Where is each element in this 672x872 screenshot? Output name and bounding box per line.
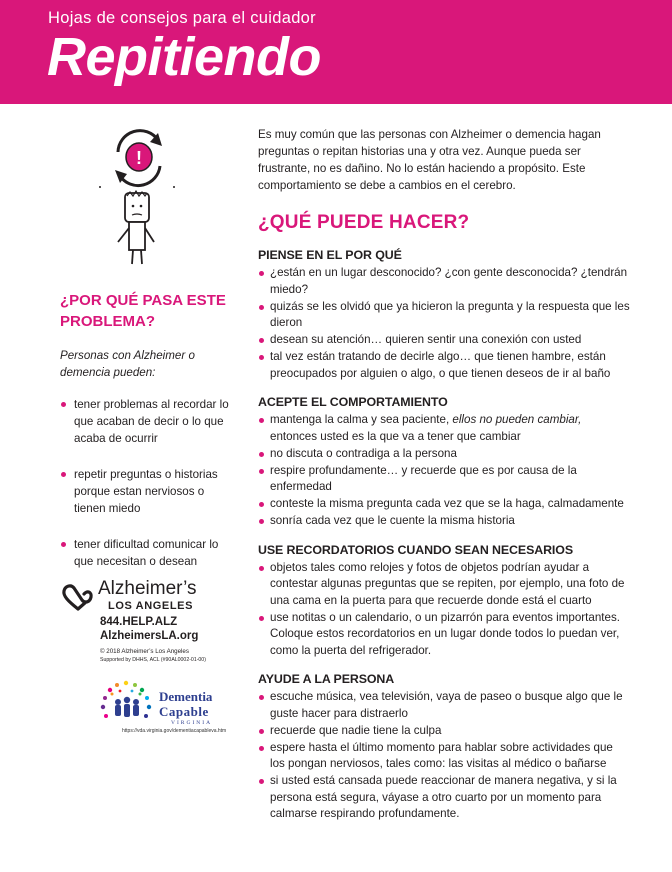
- section-list: [258, 412, 630, 530]
- list-item: quizás se les olvidó que ya hicieron la pregunta y la respuesta que les dieron: [258, 299, 630, 332]
- page-title: Repitiendo: [47, 27, 321, 87]
- section-title: USE RECORDATORIOS CUANDO SEAN NECESARIOS: [258, 542, 573, 557]
- section-title: ACEPTE EL COMPORTAMIENTO: [258, 395, 448, 409]
- copyright-text: © 2018 Alzheimer’s Los Angeles: [100, 648, 189, 655]
- header-kicker: Hojas de consejos para el cuidador: [48, 9, 316, 27]
- list-item: no discuta o contradiga a la persona: [258, 446, 630, 463]
- why-list: [60, 396, 230, 570]
- org-name: Alzheimer’s: [98, 578, 197, 599]
- list-item: espere hasta el último momento para hablar sobre actividades que los pongan nerviosos, tales como: las visitas al médico o bañarse: [258, 740, 630, 773]
- what-heading: ¿QUÉ PUEDE HACER?: [258, 212, 470, 233]
- support-text: Supported by DHHS, ACL (#90AL0002-01-00): [100, 657, 206, 663]
- contact-block: [100, 615, 206, 664]
- why-sidebar: [60, 290, 230, 589]
- org-phone: 844.HELP.ALZ: [100, 616, 178, 628]
- list-item: desean su atención… quieren sentir una conexión con usted: [258, 332, 630, 349]
- org-website: AlzheimersLA.org: [100, 630, 199, 642]
- svg-text:!: !: [136, 148, 142, 168]
- dots-people-icon: [98, 680, 156, 728]
- section-title: PIENSE EN EL POR QUÉ: [258, 248, 402, 262]
- section-list: [258, 689, 630, 823]
- header-banner: [0, 0, 672, 104]
- partner-line2: Capable: [159, 704, 209, 719]
- heart-ribbon-icon: [60, 582, 96, 612]
- list-item-text: mantenga la calma y sea paciente,: [270, 413, 453, 426]
- partner-url: https://vda.virginia.gov/dementiacapableva.htm: [122, 728, 227, 734]
- list-item: objetos tales como relojes y fotos de objetos podrían ayudar a contestar algunas preguntas que se repiten, por ejemplo, una foto de una cama en la puerta para que recuerde donde está el cuarto: [258, 560, 630, 610]
- list-item: tener problemas al recordar lo que acaban de decir o lo que acaba de ocurrir: [60, 396, 230, 447]
- list-item: respire profundamente… y recuerde que es por causa de la enfermedad: [258, 463, 630, 496]
- list-item: repetir preguntas o historias porque estan nerviosos o tienen miedo: [60, 466, 230, 517]
- list-item: conteste la misma pregunta cada vez que se la haga, calmadamente: [258, 496, 630, 513]
- section-list: [258, 265, 630, 382]
- section-title: AYUDE A LA PERSONA: [258, 672, 395, 686]
- org-subname: LOS ANGELES: [108, 600, 194, 612]
- list-item: ¿están en un lugar desconocido? ¿con gente desconocida? ¿tendrán miedo?: [258, 265, 630, 298]
- list-item: tener dificultad comunicar lo que necesitan o desean: [60, 536, 230, 570]
- list-item: sonría cada vez que le cuente la misma historia: [258, 513, 630, 530]
- why-intro: Personas con Alzheimer o demencia pueden:: [60, 349, 195, 379]
- list-item: use notitas o un calendario, o un pizarrón para eventos importantes. Coloque estos recordatorios en un lugar donde todos lo puedan ver, como la puerta del refrigerador.: [258, 610, 630, 660]
- list-item: tal vez están tratando de decirle algo… que tienen hambre, están preocupados por alguien o algo, o que tienen deseos de ir al baño: [258, 349, 630, 382]
- lead-paragraph: Es muy común que las personas con Alzheimer o demencia hagan preguntas o repitan historias una y otra vez. Aunque pueda ser frustrante, no es dañino. No lo están haciendo a propósito. Este comportamiento se debe a cambios en el cerebro.: [258, 128, 601, 192]
- dementia-capable-logo: [98, 680, 248, 736]
- partner-line1: Dementia: [159, 689, 213, 704]
- list-item-emphasis: ellos no pueden cambiar,: [452, 413, 582, 426]
- why-heading: ¿POR QUÉ PASA ESTE PROBLEMA?: [60, 292, 226, 330]
- list-item: recuerde que nadie tiene la culpa: [258, 723, 630, 740]
- list-item: [258, 412, 630, 445]
- repeating-question-person-icon: [96, 124, 180, 274]
- list-item: si usted está cansada puede reaccionar de manera negativa, y si la persona está segura, váyase a otro cuarto por un momento para calmarse respirando profundamente.: [258, 773, 630, 823]
- list-item-text: entonces usted es la que va a tener que cambiar: [270, 429, 521, 443]
- section-list: [258, 560, 630, 660]
- main-content: [258, 126, 630, 823]
- partner-line3: VIRGINIA: [171, 720, 213, 726]
- list-item: escuche música, vea televisión, vaya de paseo o busque algo que le guste hacer para distraerlo: [258, 689, 630, 722]
